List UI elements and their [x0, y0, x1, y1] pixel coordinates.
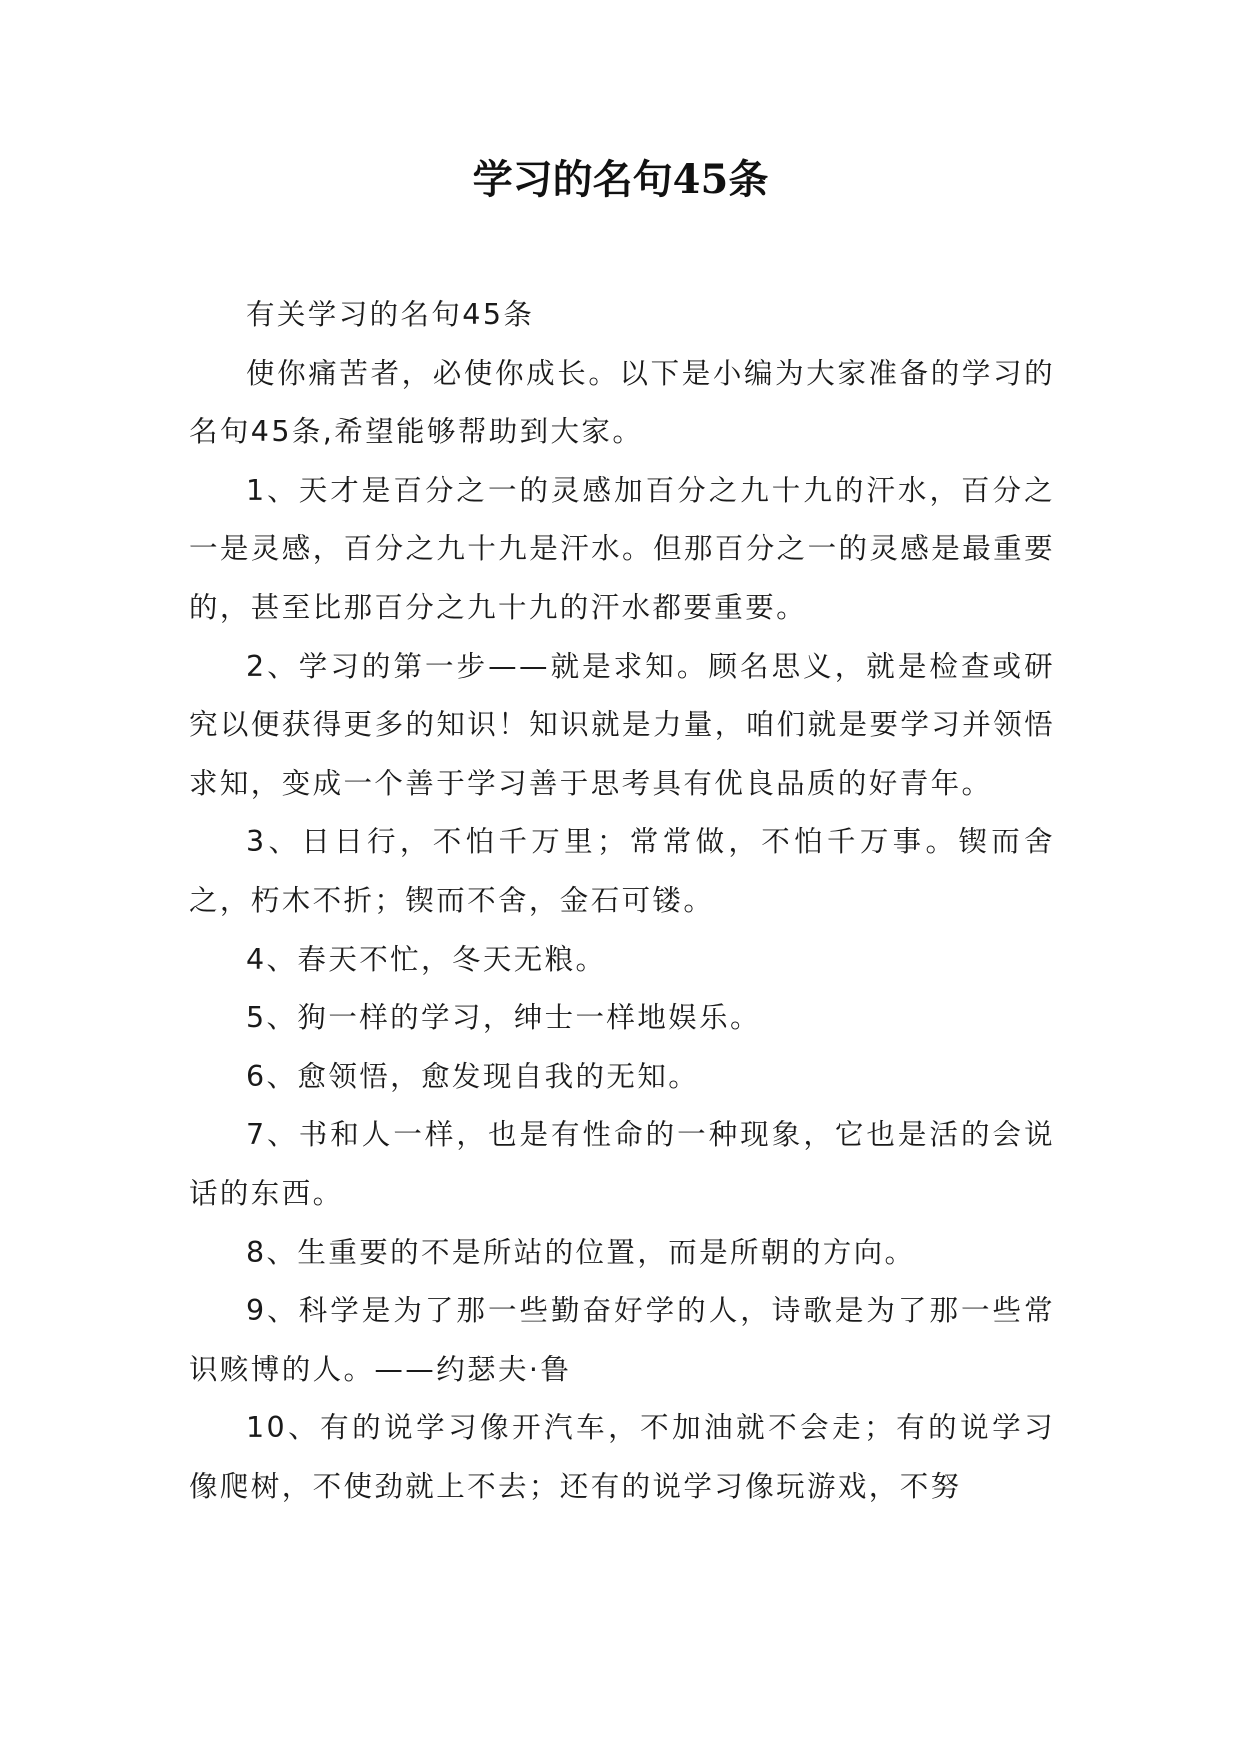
paragraph-quote-2: 2、学习的第一步——就是求知。顾名思义，就是检查或研究以便获得更多的知识！知识就是力量，咱们就是要学习并领悟求知，变成一个善于学习善于思考具有优良品质的好青年。 — [189, 649, 1055, 800]
paragraph-quote-5: 5、狗一样的学习，绅士一样地娱乐。 — [246, 1001, 761, 1035]
paragraph-quote-9: 9、科学是为了那一些勤奋好学的人，诗歌是为了那一些常识赅博的人。——约瑟夫·鲁 — [189, 1294, 1055, 1386]
paragraph-quote-1: 1、天才是百分之一的灵感加百分之九十九的汗水，百分之一是灵感，百分之九十九是汗水。但那百分之一的灵感是最重要的，甚至比那百分之九十九的汗水都要重要。 — [189, 473, 1055, 624]
paragraph-quote-10: 10、有的说学习像开汽车，不加油就不会走；有的说学习像爬树，不使劲就上不去；还有的说学习像玩游戏，不努 — [189, 1411, 1055, 1503]
paragraph-quote-6: 6、愈领悟，愈发现自我的无知。 — [246, 1059, 700, 1093]
paragraph-quote-7: 7、书和人一样，也是有性命的一种现象，它也是活的会说话的东西。 — [189, 1118, 1055, 1210]
paragraph-quote-4: 4、春天不忙，冬天无粮。 — [246, 942, 607, 976]
paragraph-intro: 有关学习的名句45条 — [246, 298, 535, 331]
paragraph-lead: 使你痛苦者，必使你成长。以下是小编为大家准备的学习的名句45条,希望能够帮助到大家。 — [189, 356, 1055, 449]
document-title: 学习的名句45条 — [472, 156, 769, 203]
paragraph-quote-8: 8、生重要的不是所站的位置，而是所朝的方向。 — [246, 1235, 916, 1269]
document-body — [189, 286, 1055, 1516]
paragraph-quote-3: 3、日日行，不怕千万里；常常做，不怕千万事。锲而舍之，朽木不折；锲而不舍，金石可镂。 — [189, 825, 1055, 917]
